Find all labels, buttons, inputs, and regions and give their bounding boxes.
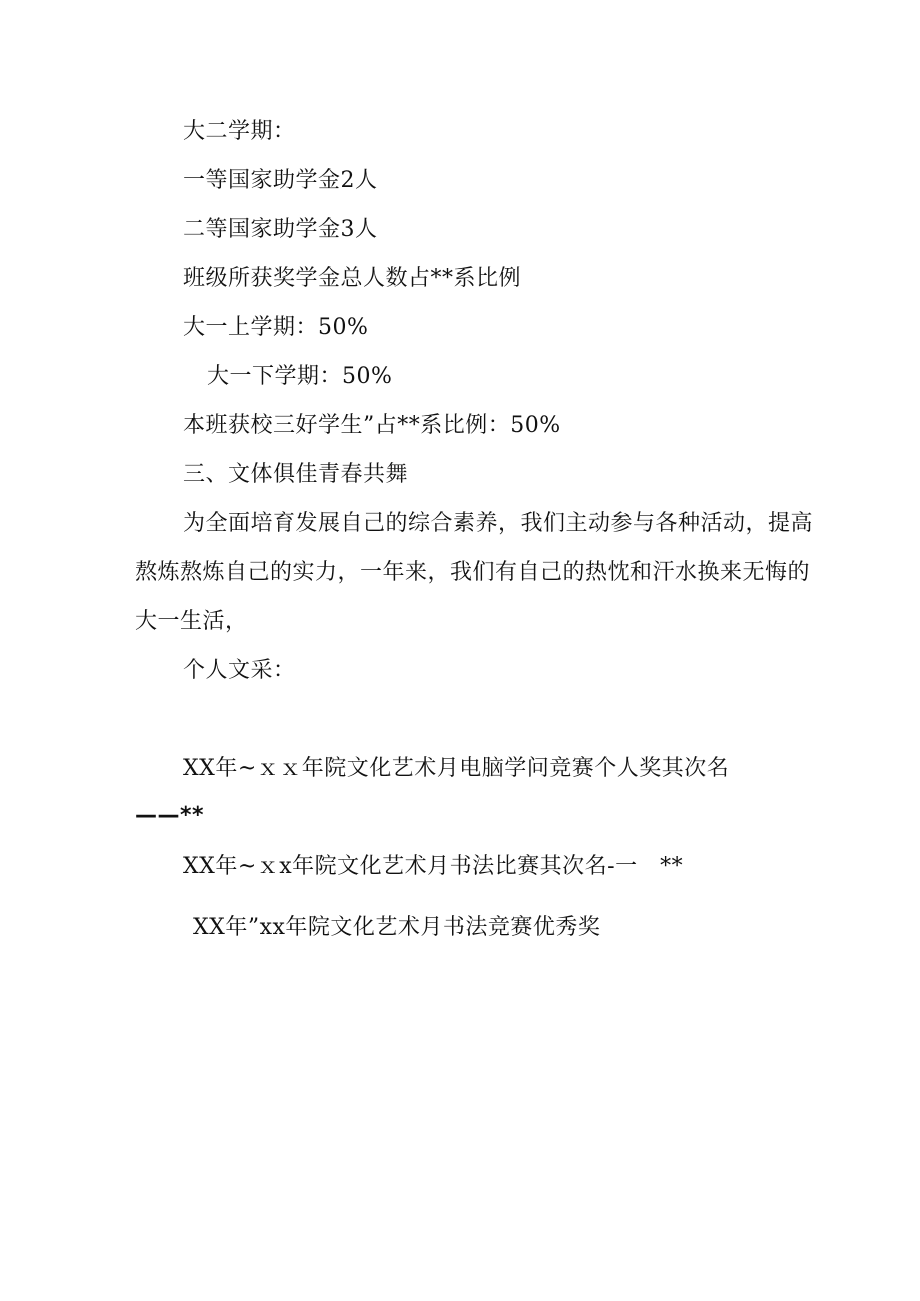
- award-computer-contest: XX年~ｘｘ年院文化艺术月电脑学问竞赛个人奖其次名: [183, 756, 730, 781]
- freshman-first-semester-ratio: 大一上学期：50%: [183, 315, 369, 340]
- personal-talent-heading: 个人文采：: [183, 658, 296, 683]
- second-class-grant-line: 二等国家助学金3人: [183, 217, 378, 242]
- three-good-students-ratio: 本班获校三好学生”占**系比例：50%: [183, 413, 561, 438]
- paragraph-line-2: 熬炼熬炼自己的实力，一年来，我们有自己的热忱和汗水换来无悔的: [135, 560, 811, 585]
- section-heading-culture-sports: 三、文体俱佳青春共舞: [183, 462, 409, 487]
- paragraph-line-3: 大一生活，: [135, 609, 248, 634]
- award-computer-contest-name: ——**: [135, 803, 205, 828]
- heading-sophomore-semester: 大二学期：: [183, 119, 296, 144]
- award-calligraphy-excellence: XX年”xx年院文化艺术月书法竞赛优秀奖: [193, 915, 601, 940]
- first-class-grant-line: 一等国家助学金2人: [183, 168, 378, 193]
- award-calligraphy-second: XX年~ｘx年院文化艺术月书法比赛其次名-一 **: [183, 854, 684, 879]
- scholarship-ratio-heading: 班级所获奖学金总人数占**系比例: [183, 266, 522, 291]
- freshman-second-semester-ratio: 大一下学期：50%: [207, 364, 393, 389]
- paragraph-line-1: 为全面培育发展自己的综合素养，我们主动参与各种活动，提高: [183, 511, 814, 536]
